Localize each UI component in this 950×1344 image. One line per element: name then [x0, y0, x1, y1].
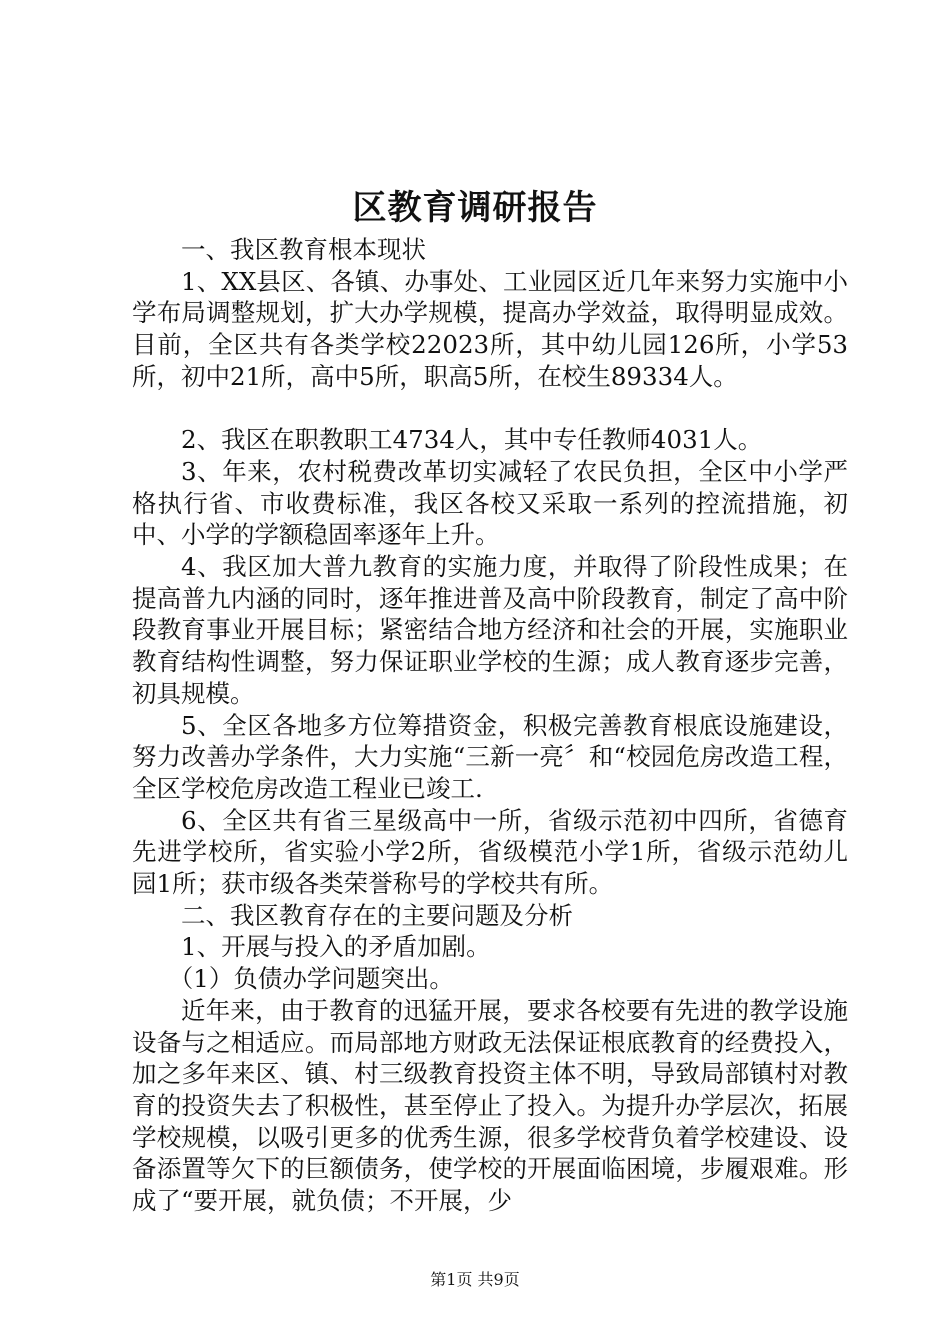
paragraph-item-4: 4、我区加大普九教育的实施力度，并取得了阶段性成果；在提高普九内涵的同时，逐年推进普及高中阶段教育，制定了高中阶段教育事业开展目标；紧密结合地方经济和社会的开展，实施职业教育结构性调整，努力保证职业学校的生源；成人教育逐步完善，初具规模。 — [132, 552, 848, 708]
document-body — [132, 234, 848, 1217]
subsection-heading-1: 1、开展与投入的矛盾加剧。 — [181, 932, 491, 962]
paragraph-item-6: 6、全区共有省三星级高中一所，省级示范初中四所，省德育先进学校所，省实验小学2所，省级模范小学1所，省级示范幼儿园1所；获市级各类荣誉称号的学校共有所。 — [132, 805, 848, 899]
paragraph-item-2: 2、我区在职教职工4734人，其中专任教师4031人。 — [181, 425, 763, 455]
section-heading-1: 一、我区教育根本现状 — [181, 235, 426, 264]
paragraph-item-5: 5、全区各地多方位筹措资金，积极完善教育根底设施建设，努力改善办学条件，大力实施“三新一亮〞和“校园危房改造工程，全区学校危房改造工程业已竣工. — [132, 710, 848, 803]
paragraph-debt: 近年来，由于教育的迅猛开展，要求各校要有先进的教学设施设备与之相适应。而局部地方财政无法保证根底教育的经费投入，加之多年来区、镇、村三级教育投资主体不明，导致局部镇村对教育的投资失去了积极性，甚至停止了投入。为提升办学层次，拓展学校规模，以吸引更多的优秀生源，很多学校背负着学校建设、设备添置等欠下的巨额债务，使学校的开展面临困境，步履艰难。形成了“要开展，就负债；不开展，少 — [132, 995, 848, 1216]
section-heading-2: 二、我区教育存在的主要问题及分析 — [181, 900, 573, 930]
paragraph-item-1: 1、XX县区、各镇、办事处、工业园区近几年来努力实施中小学布局调整规划，扩大办学规模，提高办学效益，取得明显成效。目前，全区共有各类学校22023所，其中幼儿园126所，小学53所，初中21所，高中5所，职高5所，在校生89334人。 — [132, 266, 849, 391]
page-title: 区教育调研报告 — [352, 188, 598, 228]
page-footer: 第1页 共9页 — [430, 1270, 520, 1289]
subsection-item-1: （1）负债办学问题突出。 — [168, 964, 454, 994]
paragraph-item-3: 3、年来，农村税费改革切实减轻了农民负担，全区中小学严格执行省、市收费标准，我区各校又采取一系列的控流措施，初中、小学的学额稳固率逐年上升。 — [132, 456, 848, 550]
